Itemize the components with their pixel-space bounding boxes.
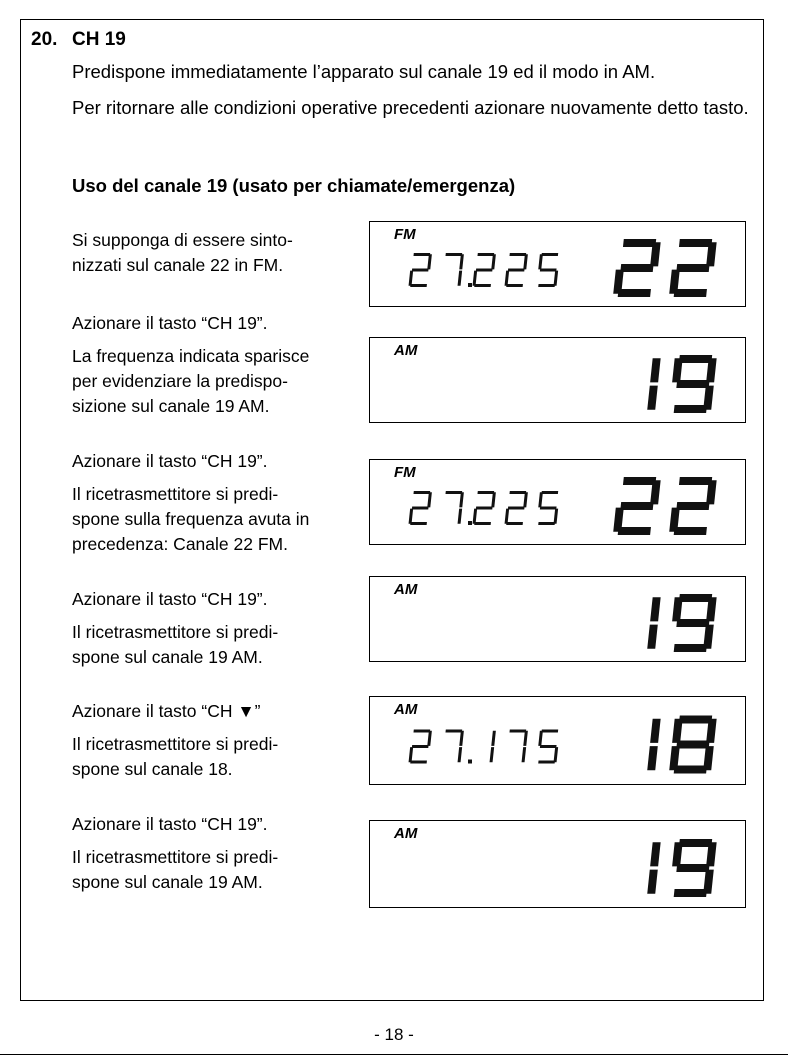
frequency-digit (536, 253, 560, 287)
section-paragraph-2: Per ritornare alle condizioni operative precedenti azionare nuovamente detto tasto. (72, 97, 749, 118)
lcd-display-3 (369, 459, 746, 545)
lcd-display-5 (369, 696, 746, 785)
step-text-6: Azionare il tasto “CH 19”. (72, 589, 268, 609)
step-text-1: Si supponga di essere sinto- nizzati sul canale 22 in FM. (72, 230, 293, 275)
mode-indicator: AM (394, 701, 418, 718)
step-text-4: Azionare il tasto “CH 19”. (72, 451, 268, 471)
channel-digit (669, 839, 717, 897)
lcd-display-4 (369, 576, 746, 662)
lcd-segments (370, 577, 745, 661)
page-number: - 18 - (374, 1025, 414, 1044)
channel-digit (669, 716, 717, 774)
step-text-8: Azionare il tasto “CH ▼” (72, 701, 261, 721)
mode-indicator: FM (394, 226, 416, 243)
lcd-display-1 (369, 221, 746, 307)
mode-indicator: FM (394, 464, 416, 481)
bottom-rule (0, 1054, 788, 1055)
lcd-segments (370, 697, 745, 784)
step-text-5: Il ricetrasmettitore si predi- spone sulla frequenza avuta in precedenza: Canale 22 FM. (72, 484, 310, 554)
frequency-digit (442, 491, 464, 524)
channel-digit (647, 358, 660, 410)
step-text-10: Azionare il tasto “CH 19”. (72, 814, 268, 834)
lcd-display-2 (369, 337, 746, 423)
mode-indicator: AM (394, 342, 418, 359)
channel-digit (669, 239, 717, 297)
step-text-9: Il ricetrasmettitore si predi- spone sul canale 18. (72, 734, 279, 779)
frequency-digit (408, 491, 432, 525)
lcd-segments (370, 338, 745, 422)
channel-digit (613, 477, 661, 535)
section-number: 20. (31, 29, 58, 50)
step-text-2: Azionare il tasto “CH 19”. (72, 313, 268, 333)
step-text-7: Il ricetrasmettitore si predi- spone sul canale 19 AM. (72, 622, 279, 667)
channel-digit (647, 597, 660, 649)
frequency-digit (536, 491, 560, 525)
frequency-digit (490, 731, 496, 763)
channel-digit (669, 594, 717, 652)
frequency-digit (536, 730, 560, 764)
channel-digit (669, 355, 717, 413)
frequency-digit (408, 730, 432, 764)
frequency-digit (472, 253, 496, 287)
section-paragraph-1: Predispone immediatamente l’apparato sul canale 19 ed il modo in AM. (72, 61, 656, 82)
frequency-decimal-point (468, 521, 472, 525)
frequency-digit (408, 253, 432, 287)
frequency-digit (442, 730, 464, 763)
frequency-digit (504, 253, 528, 287)
step-text-3: La frequenza indicata sparisce per evidenziare la predispo- sizione sul canale 19 AM. (72, 346, 310, 416)
channel-digit (647, 719, 660, 771)
mode-indicator: AM (394, 581, 418, 598)
lcd-display-6 (369, 820, 746, 908)
section-title: CH 19 (72, 29, 126, 50)
channel-digit (669, 477, 717, 535)
frequency-digit (504, 491, 528, 525)
step-text-11: Il ricetrasmettitore si predi- spone sul canale 19 AM. (72, 847, 279, 892)
lcd-segments (370, 222, 745, 306)
frequency-digit (472, 491, 496, 525)
lcd-segments (370, 821, 745, 907)
frequency-decimal-point (468, 760, 472, 764)
channel-digit (613, 239, 661, 297)
frequency-digit (506, 730, 528, 763)
channel-digit (647, 842, 660, 894)
frequency-decimal-point (468, 283, 472, 287)
mode-indicator: AM (394, 825, 418, 842)
frequency-digit (442, 253, 464, 286)
subheading: Uso del canale 19 (usato per chiamate/emergenza) (72, 175, 516, 196)
lcd-segments (370, 460, 745, 544)
